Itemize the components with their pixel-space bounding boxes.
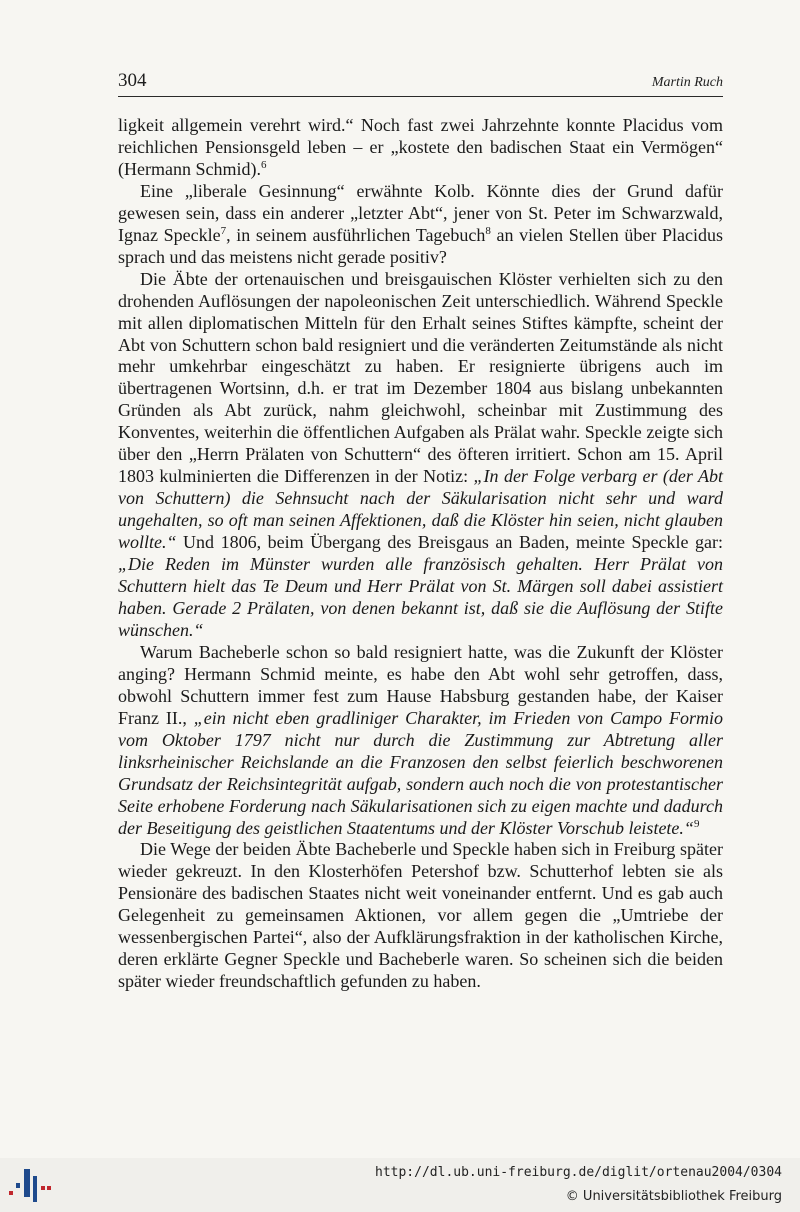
paragraph-1: [118, 115, 723, 181]
paragraph-3-text-b: Und 1806, beim Übergang des Breisgaus an Baden, meinte Speckle gar:: [176, 532, 723, 553]
body-text: [118, 115, 723, 993]
running-head: [118, 70, 723, 97]
paragraph-3-text-a: Die Äbte der ortenauischen und breisgauischen Klöster verhielten sich zu den drohenden Auflösungen der napoleonischen Zeit unterschiedlich. Während Speckle mit allen diplomatischen Mitteln für den Erhalt seines Stiftes kämpfte, scheint der Abt von Schuttern schon bald resigniert und die veränderten Zeitumstände als nicht mehr umkehrbar eingeschätzt zu haben. Er resignierte übrigens auch im übertragenen Wortsinn, d.h. er trat im Dezember 1804 aus bislang unbekannten Gründen als Abt zurück, nahm gleichwohl, scheinbar mit Zustimmung des Konventes, weiterhin die öffentlichen Aufgaben als Prälat wahr. Speckle zeigte sich über den „Herrn Prälaten von Schuttern“ des öfteren irritiert. Schon am 15. April 1803 kulminierten die Differenzen in der Notiz:: [118, 268, 723, 487]
footnote-ref-9: 9: [693, 817, 700, 830]
speckle-quote-1803: „In der Folge verbarg er (der Abt von Schuttern) die Sehnsucht nach der Säkularisation nicht sehr und ward ungehalten, so oft man seinen Affektionen, daß die Klöster hin seien, nicht glauben wollte.“: [118, 466, 723, 553]
footnote-ref-7: 7: [220, 224, 227, 237]
footnote-ref-6: 6: [260, 158, 267, 171]
permalink-url[interactable]: http://dl.ub.uni-freiburg.de/diglit/ortenau2004/0304: [375, 1165, 782, 1180]
paragraph-3: [118, 269, 723, 642]
library-logo-icon: [8, 1166, 52, 1206]
paragraph-2-text-b: , in seinem ausführlichen Tagebuch: [226, 224, 486, 245]
paragraph-5-text: Die Wege der beiden Äbte Bacheberle und Speckle haben sich in Freiburg später wieder gekreuzt. In den Klosterhöfen Petershof bzw. Schutterhof lebten sie als Pensionäre des badischen Staates nicht weit voneinander entfernt. Und es gab auch Gelegenheit zu gemeinsamen Aktionen, vor allem gegen die „Umtriebe der wessenbergischen Partei“, also der Aufklärungsfraktion in der katholischen Kirche, deren erklärte Gegner Speckle und Bacheberle waren. So scheinen sich die beiden später wieder freundschaftlich gefunden zu haben.: [118, 839, 723, 992]
paragraph-4-text-a: Warum Bacheberle schon so bald resigniert hatte, was die Zukunft der Klöster anging? Hermann Schmid meinte, es habe den Abt wohl sehr getroffen, dass, obwohl Schuttern immer fest zum Hause Habsburg gestanden habe, der Kaiser Franz II.,: [118, 641, 723, 728]
paragraph-4: [118, 642, 723, 840]
schmid-quote: „ein nicht eben gradliniger Charakter, im Frieden von Campo Formio vom Oktober 1797 nicht nur durch die Zustimmung zur Abtretung aller linksrheinischer Reichslande an die Franzosen den selbst feierlich beschworenen Grundsatz der Reichsintegrität aufgab, sondern auch noch die von protestantischer Seite erhobene Forderung nach Säkularisationen sich zu eigen machte und dadurch der Beseitigung des geistlichen Staatentums und der Klöster Vorschub leistete.“: [118, 707, 723, 838]
paragraph-2: [118, 181, 723, 269]
paragraph-2-text-a: Eine „liberale Gesinnung“ erwähnte Kolb. Könnte dies der Grund dafür gewesen sein, dass ein anderer „letzter Abt“, jener von St. Peter im Schwarzwald, Ignaz Speckle: [118, 180, 723, 245]
running-author: Martin Ruch: [651, 75, 723, 90]
paragraph-2-text-c: an vielen Stellen über Placidus sprach und das meistens nicht gerade positiv?: [118, 224, 723, 267]
paragraph-1-text: ligkeit allgemein verehrt wird.“ Noch fast zwei Jahrzehnte konnte Placidus vom reichlichen Pensionsgeld leben – er „kostete den badischen Staat ein Vermögen“ (Hermann Schmid).: [118, 115, 723, 179]
paragraph-5: [118, 839, 723, 993]
footnote-ref-8: 8: [485, 224, 491, 237]
page-number: 304: [118, 70, 147, 91]
speckle-quote-1806: „Die Reden im Münster wurden alle französisch gehalten. Herr Prälat von Schuttern hielt das Te Deum und Herr Prälat von St. Märgen soll dabei assistiert haben. Gerade 2 Prälaten, von denen bekannt ist, daß sie die Auflösung der Stifte wünschen.“: [118, 554, 723, 640]
viewer-footer: [0, 1158, 800, 1212]
copyright-notice: © Universitätsbibliothek Freiburg: [565, 1189, 782, 1204]
